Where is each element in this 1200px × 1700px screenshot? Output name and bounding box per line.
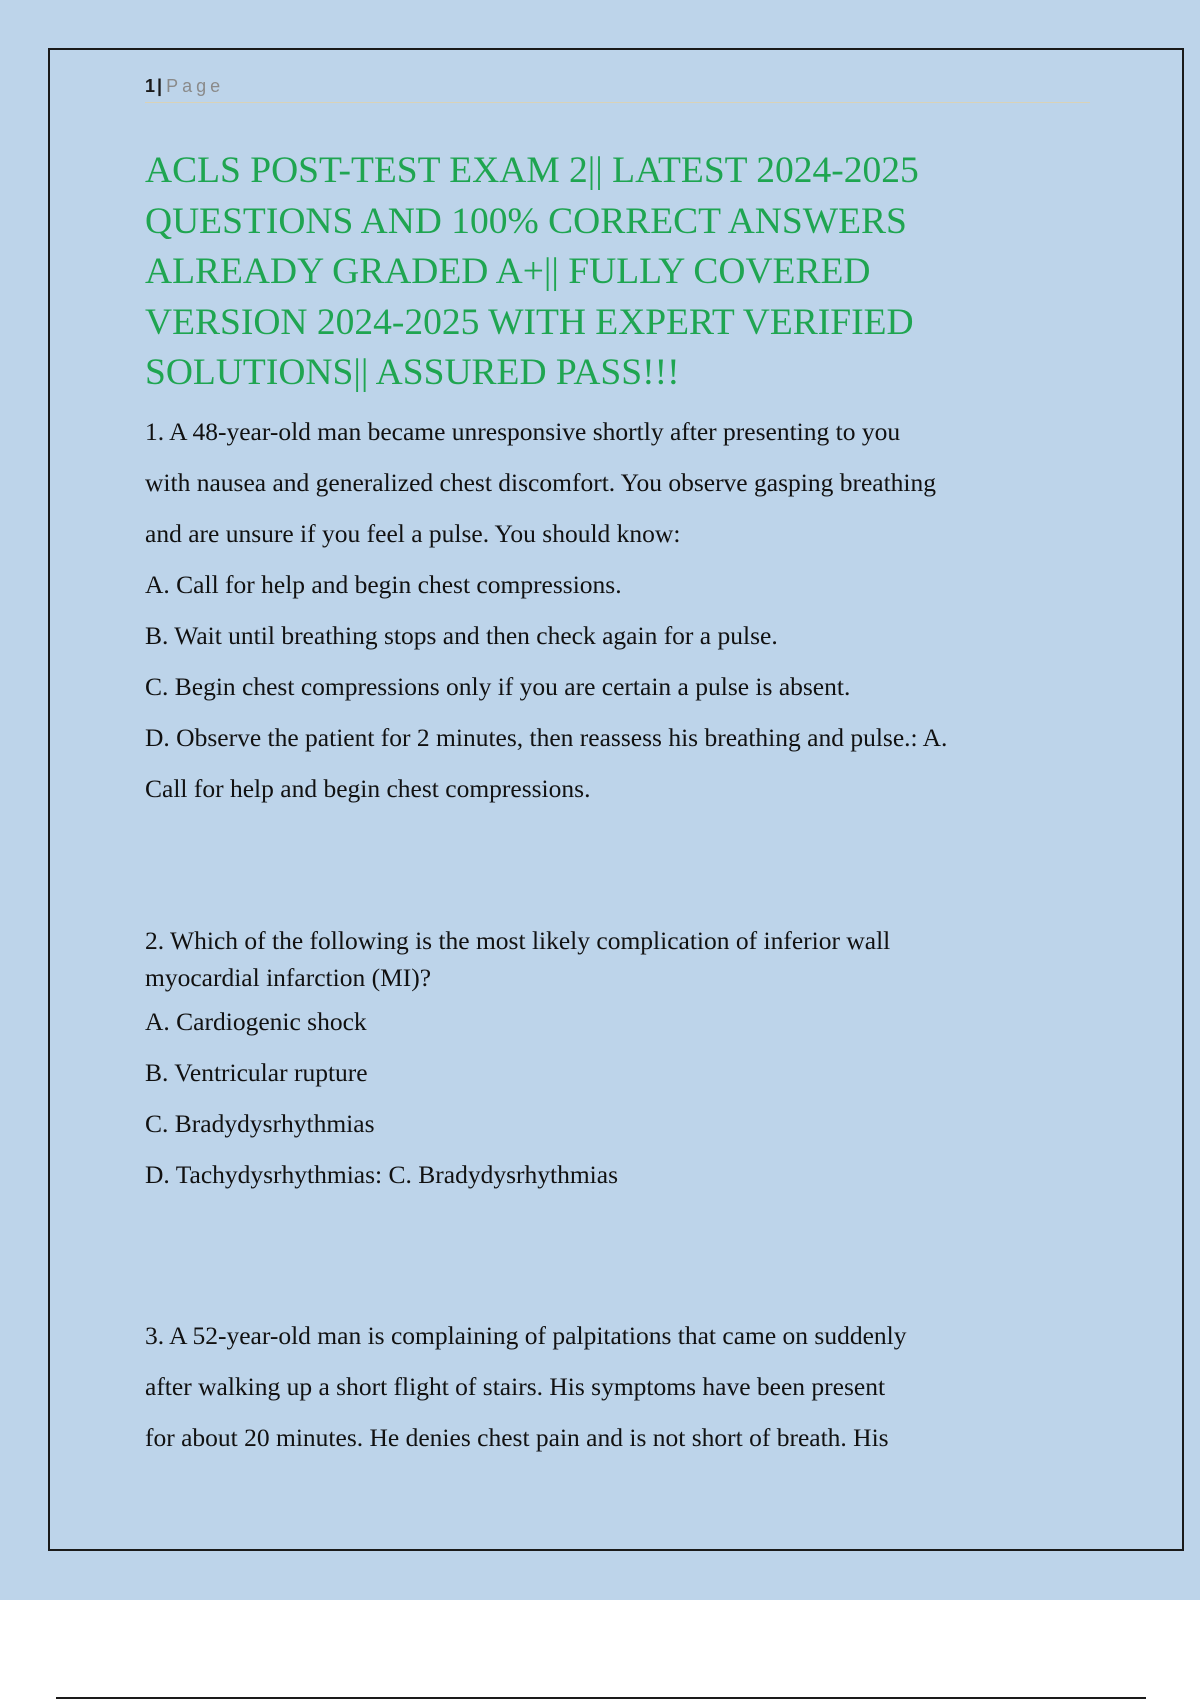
page-header (145, 74, 1090, 103)
question-2-option-b: B. Ventricular rupture (145, 1058, 368, 1087)
bottom-divider (56, 1697, 1146, 1699)
question-1-option-b: B. Wait until breathing stops and then check again for a pulse. (145, 621, 778, 650)
title-line: VERSION 2024-2025 WITH EXPERT VERIFIED (145, 301, 914, 343)
question-1 (145, 406, 1095, 814)
question-1-stem-line: 1. A 48-year-old man became unresponsive shortly after presenting to you (145, 417, 901, 446)
question-3-stem-line: for about 20 minutes. He denies chest pain and is not short of breath. His (145, 1423, 889, 1452)
question-1-option-a: A. Call for help and begin chest compressions. (145, 570, 622, 599)
question-3-stem-line: 3. A 52-year-old man is complaining of palpitations that came on suddenly (145, 1321, 907, 1350)
question-1-stem-line: with nausea and generalized chest discomfort. You observe gasping breathing (145, 468, 936, 497)
question-1-option-d: D. Observe the patient for 2 minutes, then reassess his breathing and pulse.: A. (145, 723, 948, 752)
question-1-option-c: C. Begin chest compressions only if you are certain a pulse is absent. (145, 672, 851, 701)
title-line: ALREADY GRADED A+|| FULLY COVERED (145, 251, 871, 292)
title-line: QUESTIONS AND 100% CORRECT ANSWERS (145, 200, 907, 242)
question-3-stem-line: after walking up a short flight of stairs. His symptoms have been present (145, 1372, 886, 1401)
question-2-stem-line: myocardial infarction (MI)? (145, 963, 432, 992)
question-3 (145, 1310, 1095, 1463)
title-line: ACLS POST-TEST EXAM 2|| LATEST 2024-2025 (145, 150, 919, 191)
page-header-label: Page (166, 76, 225, 96)
question-2-stem-line: 2. Which of the following is the most likely complication of inferior wall (145, 926, 891, 955)
document-title (145, 146, 1105, 399)
question-1-stem-line: and are unsure if you feel a pulse. You should know: (145, 519, 681, 548)
title-line: SOLUTIONS|| ASSURED PASS!!! (145, 352, 680, 393)
question-2-option-a: A. Cardiogenic shock (145, 1007, 367, 1036)
page-header-separator: | (157, 76, 163, 96)
question-2 (145, 922, 1095, 1200)
question-1-answer-continuation: Call for help and begin chest compressions. (145, 774, 591, 803)
question-2-option-c: C. Bradydysrhythmias (145, 1109, 375, 1138)
page-number: 1 (145, 76, 156, 96)
question-2-option-d: D. Tachydysrhythmias: C. Bradydysrhythmias (145, 1160, 618, 1189)
